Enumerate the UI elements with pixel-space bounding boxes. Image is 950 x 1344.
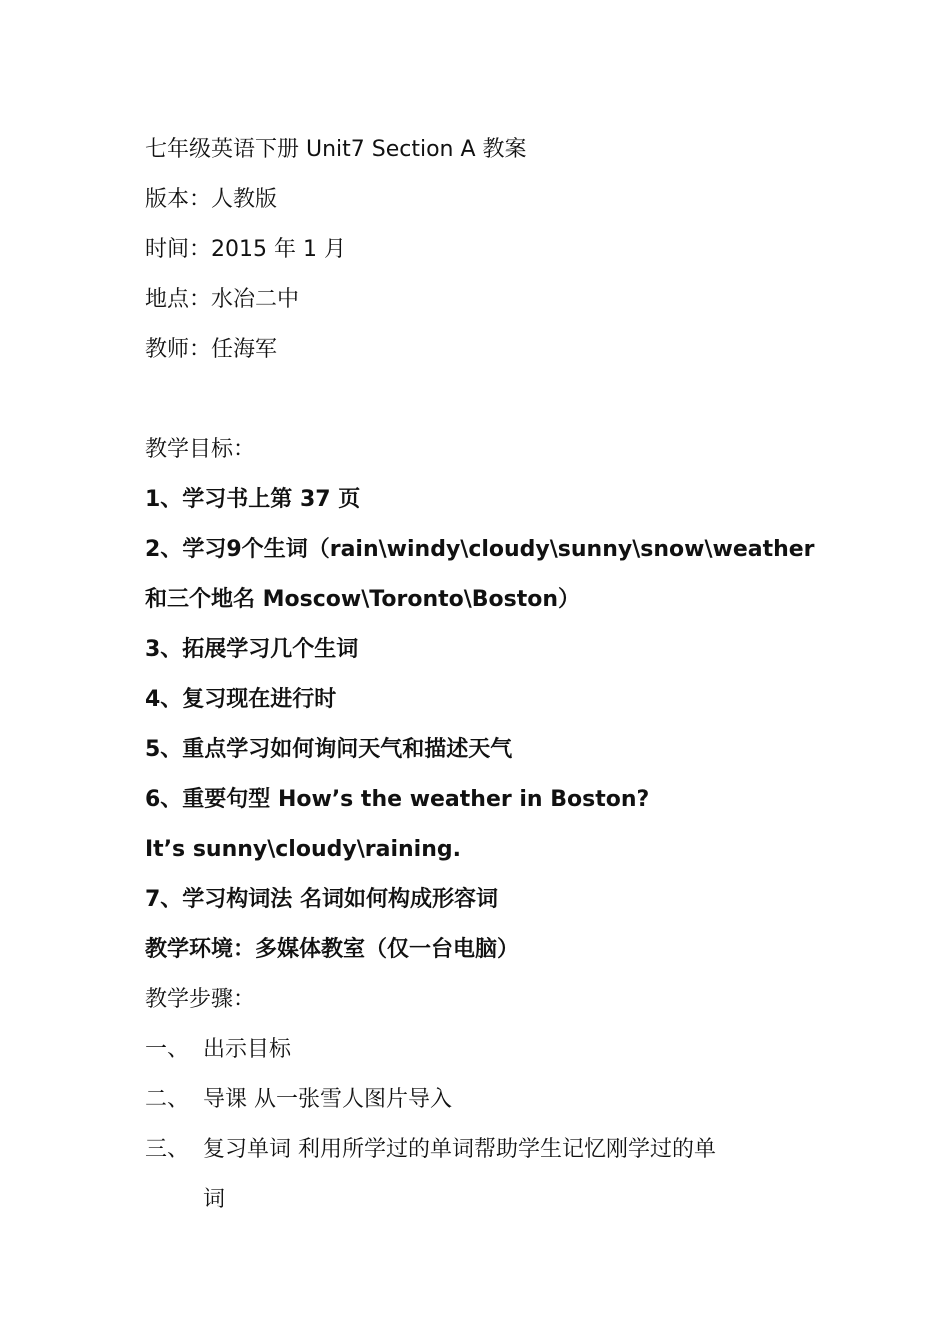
- teaching-environment: 教学环境：多媒体教室（仅一台电脑）: [145, 937, 520, 962]
- step-item-1: [145, 1030, 810, 1080]
- objective-2-token: 习: [204, 537, 227, 562]
- time-line: 时间：2015 年 1 月: [145, 237, 346, 262]
- blank-line: [145, 380, 810, 430]
- document-title: 七年级英语下册 Unit7 Section A 教案: [145, 137, 527, 162]
- objective-2-token: 2: [145, 537, 161, 562]
- objective-2-token: 生: [263, 537, 286, 562]
- step-number: 三、: [145, 1137, 190, 1162]
- step-item-3: [145, 1130, 810, 1180]
- objective-item-2: [145, 530, 815, 580]
- objective-2-token: 个: [241, 537, 264, 562]
- objective-item-2-continued: 和三个地名 Moscow\Toronto\Boston）: [145, 587, 581, 612]
- objective-2-token: 9: [226, 537, 242, 562]
- teacher-line: 教师：任海军: [145, 337, 278, 362]
- objective-2-token: 、: [160, 537, 183, 562]
- objectives-heading: 教学目标：: [145, 437, 256, 462]
- objective-item-4: 4、复习现在进行时: [145, 687, 337, 712]
- place-line: 地点：水冶二中: [145, 287, 300, 312]
- objective-item-7: 7、学习构词法 名词如何构成形容词: [145, 887, 498, 912]
- lesson-plan-page: [145, 130, 815, 1230]
- step-text: 复习单词 利用所学过的单词帮助学生记忆刚学过的单: [203, 1137, 716, 1162]
- objective-2-token: 词: [285, 537, 308, 562]
- step-item-2: [145, 1080, 810, 1130]
- objective-2-words: rain\windy\cloudy\sunny\snow\weather: [329, 537, 815, 562]
- edition-line: 版本：人教版: [145, 187, 278, 212]
- objective-item-5: 5、重点学习如何询问天气和描述天气: [145, 737, 513, 762]
- step-number: 二、: [145, 1087, 190, 1112]
- step-number: 一、: [145, 1037, 190, 1062]
- step-text: 导课 从一张雪人图片导入: [203, 1087, 452, 1112]
- objective-item-6: 6、重要句型 How’s the weather in Boston?: [145, 787, 650, 812]
- objective-item-3: 3、拓展学习几个生词: [145, 637, 359, 662]
- objective-2-token: 学: [182, 537, 205, 562]
- objective-item-1: 1、学习书上第 37 页: [145, 487, 361, 512]
- step-text: 出示目标: [203, 1037, 292, 1062]
- objective-item-6-example: It’s sunny\cloudy\raining.: [145, 837, 461, 862]
- steps-heading: 教学步骤：: [145, 987, 256, 1012]
- objective-2-token: （: [307, 537, 330, 562]
- step-item-3-continued: 词: [203, 1187, 226, 1212]
